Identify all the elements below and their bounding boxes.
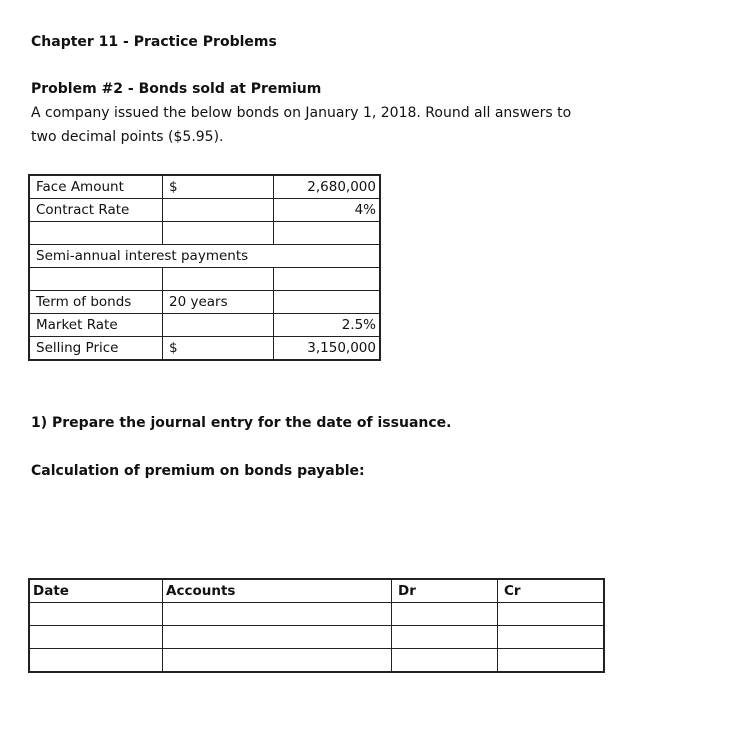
spacer-cell xyxy=(29,268,163,291)
problem-title: Problem #2 - Bonds sold at Premium xyxy=(31,81,322,97)
journal-cell-cr[interactable] xyxy=(498,649,605,673)
contract-rate-value: 4% xyxy=(274,199,381,222)
selling-price-currency: $ xyxy=(163,337,274,361)
market-rate-blank xyxy=(163,314,274,337)
contract-rate-label: Contract Rate xyxy=(29,199,163,222)
journal-header-dr: Dr xyxy=(392,579,498,603)
table-row-term xyxy=(29,291,380,314)
table-row-selling-price xyxy=(29,337,380,361)
journal-cell-date[interactable] xyxy=(29,649,163,673)
spacer-cell xyxy=(274,222,381,245)
semi-annual-label: Semi-annual interest payments xyxy=(29,245,380,268)
face-amount-label: Face Amount xyxy=(29,175,163,199)
journal-row xyxy=(29,649,604,673)
bond-info-table xyxy=(28,174,381,361)
journal-header-date: Date xyxy=(29,579,163,603)
journal-cell-cr[interactable] xyxy=(498,603,605,626)
journal-cell-dr[interactable] xyxy=(392,603,498,626)
problem-intro-line-1: A company issued the below bonds on January 1, 2018. Round all answers to xyxy=(31,105,572,121)
face-amount-currency: $ xyxy=(163,175,274,199)
problem-intro-line-2: two decimal points ($5.95). xyxy=(31,129,224,145)
journal-cell-dr[interactable] xyxy=(392,649,498,673)
journal-header-cr: Cr xyxy=(498,579,605,603)
table-row-spacer-2 xyxy=(29,268,380,291)
market-rate-value: 2.5% xyxy=(274,314,381,337)
journal-cell-cr[interactable] xyxy=(498,626,605,649)
contract-rate-blank xyxy=(163,199,274,222)
journal-header-accounts: Accounts xyxy=(163,579,392,603)
chapter-title: Chapter 11 - Practice Problems xyxy=(31,34,277,50)
journal-cell-dr[interactable] xyxy=(392,626,498,649)
journal-row xyxy=(29,626,604,649)
term-label: Term of bonds xyxy=(29,291,163,314)
spacer-cell xyxy=(274,268,381,291)
journal-row xyxy=(29,603,604,626)
table-row-contract-rate xyxy=(29,199,380,222)
spacer-cell xyxy=(29,222,163,245)
spacer-cell xyxy=(163,268,274,291)
journal-cell-date[interactable] xyxy=(29,626,163,649)
table-row-semi-annual xyxy=(29,245,380,268)
calculation-label: Calculation of premium on bonds payable: xyxy=(31,463,365,479)
journal-cell-accounts[interactable] xyxy=(163,626,392,649)
question-1: 1) Prepare the journal entry for the date of issuance. xyxy=(31,415,452,431)
spacer-cell xyxy=(163,222,274,245)
face-amount-value: 2,680,000 xyxy=(274,175,381,199)
journal-cell-date[interactable] xyxy=(29,603,163,626)
journal-entry-table xyxy=(28,578,605,673)
table-row-spacer-1 xyxy=(29,222,380,245)
journal-cell-accounts[interactable] xyxy=(163,603,392,626)
selling-price-value: 3,150,000 xyxy=(274,337,381,361)
journal-cell-accounts[interactable] xyxy=(163,649,392,673)
term-value: 20 years xyxy=(163,291,274,314)
term-blank xyxy=(274,291,381,314)
journal-header-row xyxy=(29,579,604,603)
selling-price-label: Selling Price xyxy=(29,337,163,361)
market-rate-label: Market Rate xyxy=(29,314,163,337)
table-row-face-amount xyxy=(29,175,380,199)
table-row-market-rate xyxy=(29,314,380,337)
